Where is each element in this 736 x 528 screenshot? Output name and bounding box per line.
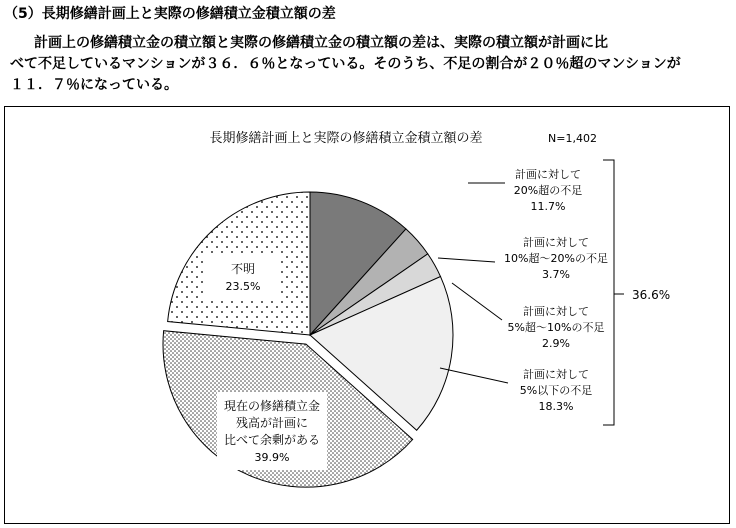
slice-label-3-line-1: 計画に対して — [523, 305, 589, 318]
slice-label-4-line-1: 計画に対して — [523, 368, 589, 381]
total-bracket — [603, 160, 614, 425]
slice-label-2-line-1: 計画に対して — [523, 236, 589, 249]
paragraph-line-2: べて不足しているマンションが３６．６％となっている。そのうち、不足の割合が２０％超のマンションが — [10, 56, 681, 72]
slice-value-label-4: 18.3% — [538, 400, 574, 413]
slice-label-2-line-2: 10%超～20%の不足 — [504, 252, 608, 265]
slice-value-label-1: 11.7% — [530, 200, 566, 213]
slice-value-label-5: 39.9% — [254, 451, 290, 464]
slice-value-label-6: 23.5% — [225, 280, 261, 293]
slice-value-label-2: 3.7% — [542, 268, 570, 281]
paragraph-line-1: 計画上の修繕積立金の積立額と実際の修繕積立金の積立額の差は、実際の積立額が計画に比 — [34, 35, 608, 51]
slice-label-5-line-2: 残高が計画に — [235, 416, 309, 430]
slice-label-6-line-1: 不明 — [230, 262, 256, 276]
leader-line-3 — [452, 283, 502, 320]
sample-size-label: N=1,402 — [548, 132, 597, 145]
chart-title: 長期修繕計画上と実際の修繕積立金積立額の差 — [209, 131, 483, 146]
leader-line-4 — [440, 368, 508, 383]
bracket-total-label: 36.6% — [632, 288, 671, 302]
section-heading: （5）長期修繕計画上と実際の修繕積立金積立額の差 — [4, 6, 336, 22]
paragraph-line-3: １１．７％になっている。 — [10, 77, 178, 93]
slice-label-5-line-1: 現在の修繕積立金 — [223, 399, 321, 413]
slice-label-1-line-1: 計画に対して — [515, 168, 581, 181]
slice-value-label-3: 2.9% — [542, 337, 570, 350]
slice-label-1-line-2: 20%超の不足 — [513, 184, 583, 197]
slice-label-3-line-2: 5%超～10%の不足 — [507, 321, 605, 334]
leader-line-2 — [438, 258, 495, 262]
slice-label-5-line-3: 比べて余剰がある — [223, 433, 321, 447]
slice-label-4-line-2: 5%以下の不足 — [519, 384, 593, 397]
